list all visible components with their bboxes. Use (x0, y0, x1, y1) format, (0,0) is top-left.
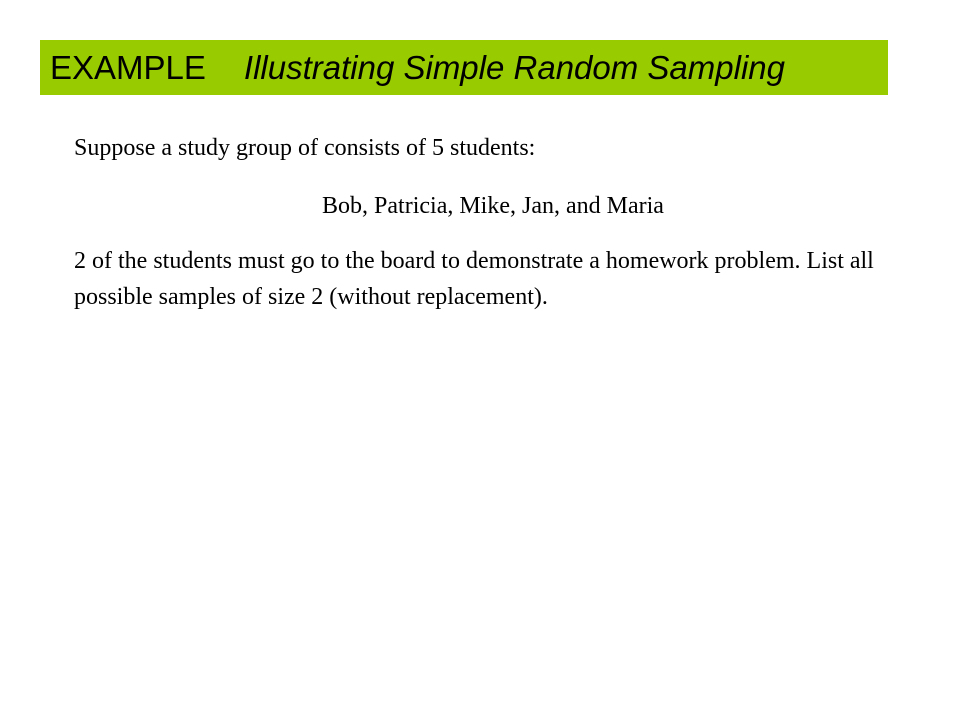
title-bar (40, 40, 888, 95)
title-text: Illustrating Simple Random Sampling (243, 48, 785, 86)
student-names: Bob, Patricia, Mike, Jan, and Maria (322, 193, 664, 219)
intro-paragraph: Suppose a study group of consists of 5 students: (74, 135, 536, 161)
task-paragraph: 2 of the students must go to the board to demonstrate a homework problem. List all possible samples of size 2 (without replacement). (74, 248, 874, 310)
title-label: EXAMPLE (50, 48, 206, 86)
